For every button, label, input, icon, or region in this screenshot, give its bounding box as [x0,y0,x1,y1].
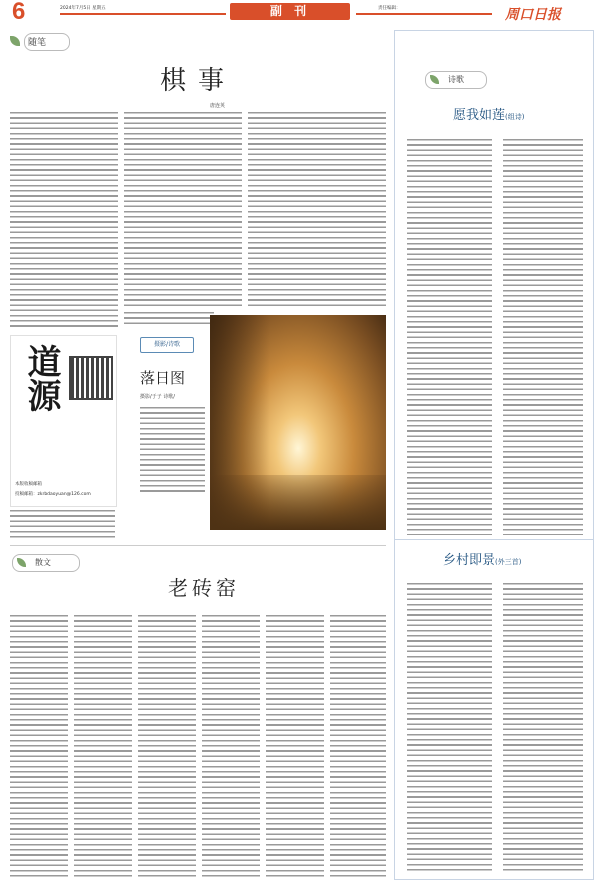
section-divider [10,545,386,546]
article-body-laozhuyao [10,615,68,877]
column-tag-suibi: 随笔 [10,35,78,49]
leaf-icon [17,558,26,567]
column-tag-sanwen: 散文 [12,554,80,572]
header-rule-right [356,13,492,15]
poem-title: 愿我如莲(组诗) [453,108,525,123]
editors-line: 责任编辑： [378,6,401,11]
paper-logo: 周口日报 [505,7,561,23]
header-rule-left [60,13,226,15]
article-byline: 唐连英 [210,103,226,109]
article-body-laozhuyao [330,615,386,877]
section-divider [395,539,593,540]
poem-verses [140,407,205,495]
article-body-qishi [124,112,242,307]
photo-poem-credit: 摄影/于子 诗歌/ [140,394,175,400]
poem-body-xiangcun [503,583,583,873]
column-tag-shige: 诗歌 [425,71,487,89]
poem-title: 乡村即景(外三首) [443,553,522,568]
article-title: 棋事 [160,66,237,96]
article-body-laozhuyao [74,615,132,877]
photo-poem-tag: 摄影/诗歌 [140,337,194,353]
article-title: 老砖窑 [168,576,240,600]
article-body-qishi [10,510,115,540]
submission-email: 投稿邮箱：zkrbdaoyuan@126.com [15,492,91,497]
poetry-panel [394,30,594,880]
article-body-qishi [124,312,214,324]
article-body-laozhuyao [266,615,324,877]
daoyuan-logo: 道源 [21,344,61,412]
article-body-laozhuyao [202,615,260,877]
poem-body-yuanruyulian [407,139,492,535]
daoyuan-block [10,335,117,507]
section-banner [230,3,350,20]
masthead [0,0,600,24]
qr-code [69,356,113,400]
poem-body-xiangcun [407,583,492,873]
photo-poem-block [122,335,386,535]
ground [210,475,386,530]
article-body-laozhuyao [138,615,196,877]
leaf-icon [430,75,439,84]
page-number: 6 [12,0,26,25]
sunset-photo [210,315,386,530]
issue-date: 2024年7月5日 星期五 [60,6,106,11]
leaf-icon [10,36,20,46]
poem-body-yuanruyulian [503,139,583,535]
qr-label: 本版收稿邮箱 [15,482,42,487]
photo-poem-title: 落日图 [140,369,186,387]
article-body-qishi [10,112,118,327]
article-body-qishi [248,112,386,307]
section-title: 副 刊 [269,4,311,18]
